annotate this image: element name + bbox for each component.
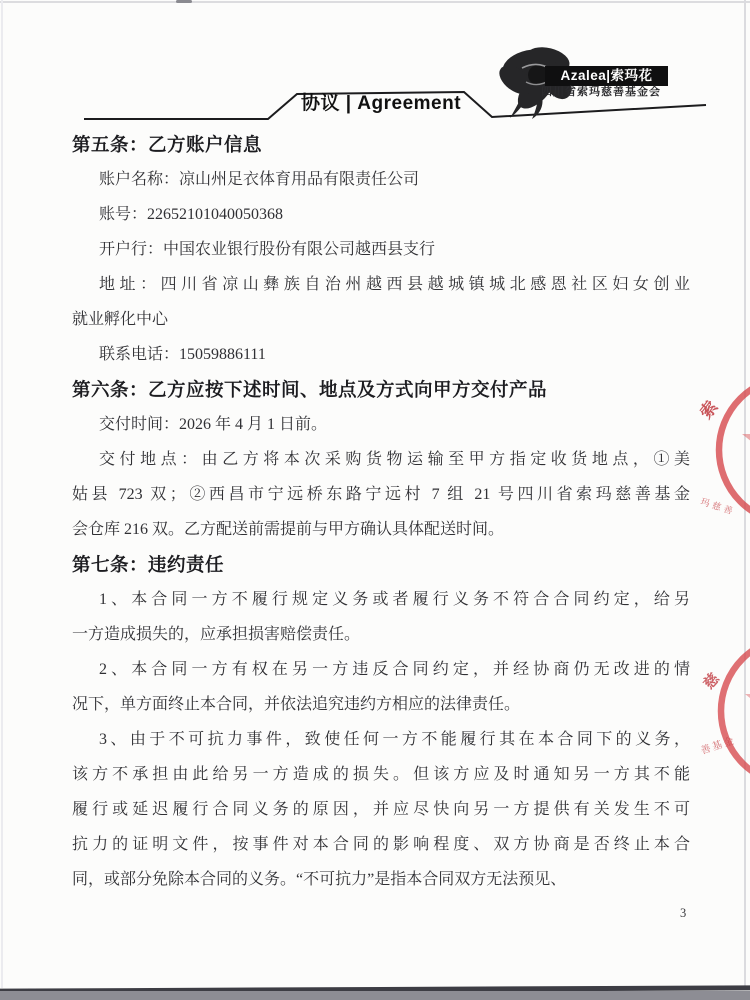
clause-heading (72, 547, 690, 582)
text-line: 会仓库 216 双。乙方配送前需提前与甲方确认具体配送时间。 (72, 521, 505, 538)
paragraph (72, 722, 690, 897)
clause-heading (72, 372, 690, 407)
text-line: 姑县 723 双；②西昌市宁远桥东路宁远村 7 组 21 号四川省索玛慈善基金 (72, 486, 690, 503)
scan-speck (176, 0, 192, 3)
paragraph (72, 652, 690, 722)
paragraph (72, 197, 690, 232)
seal-arc-text: 善基金 (699, 735, 738, 757)
page-number: 3 (680, 906, 687, 920)
text-line: 联系电话：15059886111 (99, 346, 266, 363)
page-header-title: 协议 | Agreement (300, 93, 462, 114)
paragraph (72, 162, 690, 197)
scanner-background (0, 991, 750, 1000)
text-line: 开户行：中国农业银行股份有限公司越西县支行 (99, 241, 436, 258)
text-line: 地址：四川省凉山彝族自治州越西县越城镇城北感恩社区妇女创业 (99, 276, 690, 293)
text-line: 抗力的证明文件，按事件对本合同的影响程度、双方协商是否终止本合 (72, 836, 690, 853)
text-line: 况下，单方面终止本合同，并依法追究违约方相应的法律责任。 (72, 696, 521, 713)
red-seal-stamp-bottom (692, 626, 750, 796)
text-line: 第五条：乙方账户信息 (72, 134, 263, 155)
seal-character: 索 (696, 397, 722, 423)
scan-edge-top (0, 1, 750, 3)
text-line: 同，或部分免除本合同的义务。“不可抗力”是指本合同双方无法预见、 (72, 871, 567, 888)
text-line: 1、本合同一方不履行规定义务或者履行义务不符合合同约定，给另 (99, 591, 690, 608)
text-line: 一方造成损失的，应承担损害赔偿责任。 (72, 626, 361, 643)
paragraph (72, 582, 690, 652)
logo-org-name: 四川省索玛慈善基金会 (541, 86, 661, 98)
logo-banner: Azalea|索玛花 (545, 66, 668, 86)
seal-character: 慈 (701, 670, 724, 693)
document-body (72, 127, 690, 897)
text-line: 2、本合同一方有权在另一方违反合同约定，并经协商仍无改进的情 (99, 661, 690, 678)
paragraph (72, 407, 690, 442)
paragraph (72, 267, 690, 337)
text-line: 交付地点：由乙方将本次采购货物运输至甲方指定收货地点，①美 (99, 451, 690, 468)
paragraph (72, 442, 690, 547)
red-seal-stamp-top (692, 368, 750, 532)
text-line: 就业孵化中心 (72, 311, 169, 328)
text-line: 该方不承担由此给另一方造成的损失。但该方应及时通知另一方其不能 (72, 766, 690, 783)
clause-heading (72, 127, 690, 162)
paragraph (72, 232, 690, 267)
seal-arc-text: 玛慈善 (699, 496, 737, 518)
text-line: 账户名称：凉山州足衣体育用品有限责任公司 (99, 171, 420, 188)
text-line: 第七条：违约责任 (72, 554, 225, 575)
text-line: 第六条：乙方应按下述时间、地点及方式向甲方交付产品 (72, 379, 548, 400)
scan-edge-right (744, 0, 746, 986)
text-line: 账号：22652101040050368 (99, 206, 284, 223)
paragraph (72, 337, 690, 372)
scan-edge-left (1, 0, 3, 988)
text-line: 履行或延迟履行合同义务的原因，并应尽快向另一方提供有关发生不可 (72, 801, 690, 818)
text-line: 交付时间：2026 年 4 月 1 日前。 (99, 416, 328, 433)
text-line: 3、由于不可抗力事件，致使任何一方不能履行其在本合同下的义务， (99, 731, 690, 748)
